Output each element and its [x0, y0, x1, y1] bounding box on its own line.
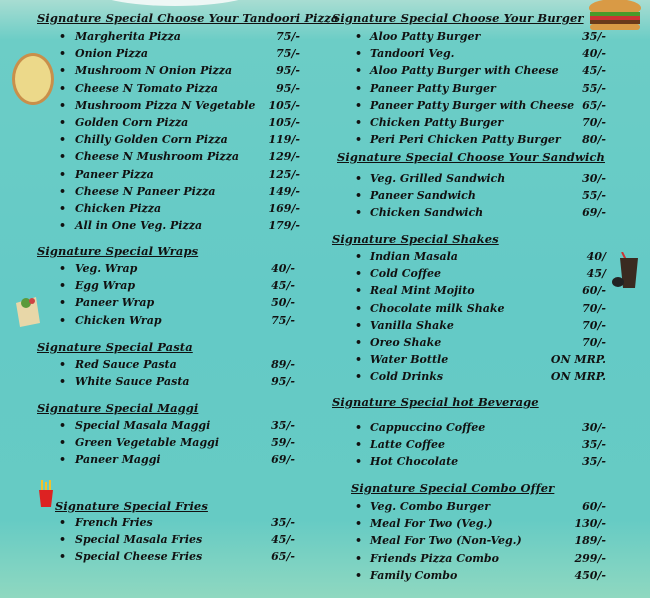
item-price: 95/-: [276, 81, 300, 95]
item-price: 149/-: [268, 184, 300, 198]
bullet-icon: •: [355, 284, 363, 298]
item-price: 105/-: [268, 98, 300, 112]
menu-item: [332, 64, 606, 81]
menu-item: [37, 375, 295, 392]
item-price: 69/-: [271, 453, 295, 467]
item-name: Veg. Wrap: [75, 262, 138, 275]
item-name: Paneer Patty Burger: [370, 81, 496, 95]
menu-item: [37, 150, 300, 167]
menu-item: [332, 189, 606, 206]
item-name: Veg. Combo Burger: [370, 500, 491, 513]
menu-item: [37, 30, 300, 47]
bullet-icon: •: [59, 516, 67, 529]
item-price: 35/-: [582, 30, 606, 43]
section-heading: Signature Special Choose Your Tandoori Pizza: [37, 11, 339, 25]
item-price: 105/-: [268, 115, 300, 129]
item-name: All in One Veg. Pizza: [75, 219, 203, 233]
menu-item: [332, 319, 606, 336]
menu-item: [332, 99, 606, 116]
bullet-icon: •: [59, 358, 67, 371]
bullet-icon: •: [59, 30, 67, 43]
item-price: 95/-: [271, 375, 295, 389]
menu-item: [332, 336, 606, 353]
menu-item: [332, 30, 606, 47]
bullet-icon: •: [59, 533, 67, 547]
item-name: Friends Pizza Combo: [370, 551, 499, 565]
item-name: Water Bottle: [370, 353, 449, 367]
item-name: Cold Drinks: [370, 370, 444, 384]
menu-section-shakes: [332, 232, 606, 388]
decorative-shape: [90, 0, 260, 6]
item-price: 125/-: [268, 167, 300, 181]
bullet-icon: •: [59, 201, 67, 215]
bullet-icon: •: [59, 150, 67, 164]
item-price: 45/-: [582, 64, 606, 78]
item-price: ON MRP.: [550, 370, 606, 384]
item-name: Peri Peri Chicken Patty Burger: [370, 133, 561, 147]
menu-item: [37, 279, 295, 296]
item-price: 65/-: [582, 98, 606, 112]
menu-item: [332, 353, 606, 370]
menu-item: [332, 302, 606, 319]
bullet-icon: •: [59, 262, 67, 275]
bullet-icon: •: [59, 47, 67, 61]
item-price: 40/-: [582, 47, 606, 61]
bullet-icon: •: [355, 534, 363, 548]
item-price: 75/-: [276, 47, 300, 61]
item-price: 35/-: [271, 516, 295, 529]
item-name: Indian Masala: [370, 250, 458, 263]
item-name: Margherita Pizza: [75, 30, 181, 43]
item-price: 450/-: [574, 568, 606, 582]
menu-item: [37, 116, 300, 133]
menu-section-sandwich: [337, 150, 606, 224]
section-heading: Signature Special Choose Your Sandwich: [337, 150, 605, 164]
bullet-icon: •: [355, 250, 363, 263]
bullet-icon: •: [59, 375, 67, 389]
item-name: Cold Coffee: [370, 267, 441, 281]
menu-item: [332, 47, 606, 64]
bullet-icon: •: [355, 568, 363, 582]
menu-item: [332, 534, 606, 551]
item-price: 55/-: [582, 189, 606, 203]
item-name: Aloo Patty Burger: [370, 30, 481, 43]
item-name: Golden Corn Pizza: [75, 115, 189, 129]
menu-item: [332, 284, 606, 301]
section-heading: Signature Special Maggi: [37, 401, 199, 415]
section-heading: Signature Special Shakes: [332, 232, 499, 246]
item-price: 70/-: [582, 335, 606, 349]
item-price: 30/-: [582, 172, 606, 185]
menu-item: [332, 552, 606, 569]
menu-item: [332, 370, 606, 387]
section-heading: Signature Special Choose Your Burger: [332, 11, 584, 25]
bullet-icon: •: [355, 301, 363, 315]
item-name: Latte Coffee: [370, 438, 446, 452]
menu-item: [37, 99, 300, 116]
menu-item: [332, 455, 606, 472]
bullet-icon: •: [59, 296, 67, 310]
item-name: Cheese N Mushroom Pizza: [75, 150, 240, 164]
menu-item: [37, 419, 295, 436]
item-name: Vanilla Shake: [370, 318, 454, 332]
item-name: Paneer Patty Burger with Cheese: [370, 98, 575, 112]
item-price: 35/-: [582, 438, 606, 452]
bullet-icon: •: [355, 370, 363, 384]
item-price: 95/-: [276, 64, 300, 78]
menu-section-combo: [351, 481, 606, 586]
bullet-icon: •: [355, 206, 363, 220]
item-price: 40/-: [271, 262, 295, 275]
menu-item: [37, 133, 300, 150]
item-name: Cheese N Paneer Pizza: [75, 184, 216, 198]
item-name: Real Mint Mojito: [370, 284, 475, 298]
item-name: Onion Pizza: [75, 47, 148, 61]
section-heading: Signature Special Fries: [55, 499, 208, 513]
item-price: 70/-: [582, 318, 606, 332]
menu-item: [332, 267, 606, 284]
bullet-icon: •: [355, 267, 363, 281]
item-name: Meal For Two (Non-Veg.): [370, 534, 522, 548]
menu-item: [37, 314, 295, 331]
menu-item: [37, 219, 300, 236]
bullet-icon: •: [355, 115, 363, 129]
item-name: Chicken Pizza: [75, 201, 162, 215]
menu-item: [332, 517, 606, 534]
bullet-icon: •: [355, 64, 363, 78]
section-heading: Signature Special Pasta: [37, 340, 193, 354]
menu-section-hot: [332, 395, 606, 473]
item-name: Special Masala Maggi: [75, 419, 211, 432]
item-name: Chicken Sandwich: [370, 206, 484, 220]
bullet-icon: •: [59, 453, 67, 467]
item-name: Tandoori Veg.: [370, 47, 455, 61]
item-name: Oreo Shake: [370, 335, 442, 349]
item-price: 50/-: [271, 296, 295, 310]
item-price: 129/-: [268, 150, 300, 164]
item-name: Veg. Grilled Sandwich: [370, 172, 506, 185]
item-name: Paneer Maggi: [75, 453, 161, 467]
item-price: 59/-: [271, 436, 295, 450]
menu-section-fries: [55, 499, 295, 568]
item-name: Special Masala Fries: [75, 533, 203, 547]
bullet-icon: •: [355, 500, 363, 513]
bullet-icon: •: [355, 353, 363, 367]
item-price: ON MRP.: [550, 353, 606, 367]
menu-item: [37, 516, 295, 533]
item-price: 70/-: [582, 301, 606, 315]
bullet-icon: •: [59, 98, 67, 112]
bullet-icon: •: [59, 219, 67, 233]
item-price: 30/-: [582, 421, 606, 434]
bullet-icon: •: [59, 279, 67, 293]
item-name: White Sauce Pasta: [75, 375, 190, 389]
item-name: Aloo Patty Burger with Cheese: [370, 64, 559, 78]
menu-item: [332, 438, 606, 455]
item-name: Cappuccino Coffee: [370, 421, 486, 434]
item-price: 75/-: [271, 313, 295, 327]
menu-item: [37, 436, 295, 453]
item-price: 35/-: [582, 455, 606, 469]
item-price: 119/-: [268, 133, 300, 147]
menu-item: [332, 206, 606, 223]
menu-item: [37, 185, 300, 202]
item-name: Egg Wrap: [75, 279, 136, 293]
menu-item: [332, 172, 606, 189]
menu-section-pasta: [37, 340, 295, 392]
menu-item: [37, 82, 300, 99]
bullet-icon: •: [59, 436, 67, 450]
menu-item: [37, 453, 295, 470]
item-name: Paneer Wrap: [75, 296, 155, 310]
item-price: 70/-: [582, 115, 606, 129]
bullet-icon: •: [59, 184, 67, 198]
bullet-icon: •: [355, 47, 363, 61]
item-name: Meal For Two (Veg.): [370, 517, 493, 531]
item-name: Chicken Wrap: [75, 313, 162, 327]
item-price: 89/-: [271, 358, 295, 371]
bullet-icon: •: [355, 133, 363, 147]
bullet-icon: •: [355, 189, 363, 203]
menu-item: [37, 47, 300, 64]
item-name: Special Cheese Fries: [75, 550, 203, 564]
item-name: Mushroom Pizza N Vegetable: [75, 98, 256, 112]
menu-item: [37, 262, 295, 279]
item-name: Chilly Golden Corn Pizza: [75, 133, 228, 147]
menu-section-pizza: [37, 11, 339, 236]
item-name: Hot Chocolate: [370, 455, 459, 469]
item-price: 69/-: [582, 206, 606, 220]
menu-item: [37, 550, 295, 567]
menu-item: [37, 64, 300, 81]
menu-item: [332, 133, 606, 150]
item-price: 179/-: [268, 219, 300, 233]
bullet-icon: •: [355, 551, 363, 565]
item-price: 169/-: [268, 201, 300, 215]
bullet-icon: •: [59, 64, 67, 78]
item-price: 60/-: [582, 284, 606, 298]
item-price: 189/-: [574, 534, 606, 548]
menu-item: [37, 168, 300, 185]
menu-item: [37, 296, 295, 313]
item-name: Mushroom N Onion Pizza: [75, 64, 233, 78]
item-name: Paneer Pizza: [75, 167, 154, 181]
bullet-icon: •: [355, 517, 363, 531]
section-heading: Signature Special Combo Offer: [351, 481, 555, 495]
item-name: Family Combo: [370, 568, 458, 582]
bullet-icon: •: [59, 133, 67, 147]
item-price: 45/-: [271, 533, 295, 547]
bullet-icon: •: [59, 419, 67, 432]
menu-section-wraps: [37, 244, 295, 331]
bullet-icon: •: [355, 30, 363, 43]
menu-item: [332, 250, 606, 267]
bullet-icon: •: [355, 455, 363, 469]
menu-item: [332, 116, 606, 133]
bullet-icon: •: [355, 421, 363, 434]
section-heading: Signature Special Wraps: [37, 244, 199, 258]
bullet-icon: •: [355, 172, 363, 185]
bullet-icon: •: [355, 81, 363, 95]
item-price: 60/-: [582, 500, 606, 513]
menu-item: [37, 202, 300, 219]
bullet-icon: •: [355, 438, 363, 452]
item-price: 80/-: [582, 133, 606, 147]
menu-item: [332, 500, 606, 517]
menu-section-maggi: [37, 401, 295, 471]
item-price: 130/-: [574, 517, 606, 531]
menu-item: [332, 569, 606, 586]
item-name: Chocolate milk Shake: [370, 301, 505, 315]
item-name: French Fries: [75, 516, 153, 529]
item-price: 75/-: [276, 30, 300, 43]
bullet-icon: •: [59, 550, 67, 564]
bullet-icon: •: [355, 318, 363, 332]
item-price: 65/-: [271, 550, 295, 564]
item-name: Cheese N Tomato Pizza: [75, 81, 218, 95]
bullet-icon: •: [59, 115, 67, 129]
menu-item: [332, 421, 606, 438]
section-heading: Signature Special hot Beverage: [332, 395, 539, 409]
item-name: Chicken Patty Burger: [370, 115, 504, 129]
bullet-icon: •: [355, 98, 363, 112]
item-price: 45/: [586, 267, 606, 281]
menu-item: [332, 82, 606, 99]
item-name: Green Vegetable Maggi: [75, 436, 219, 450]
item-price: 299/-: [574, 551, 606, 565]
item-price: 45/-: [271, 279, 295, 293]
item-name: Red Sauce Pasta: [75, 358, 177, 371]
bullet-icon: •: [59, 313, 67, 327]
bullet-icon: •: [59, 81, 67, 95]
item-price: 40/: [586, 250, 606, 263]
menu-item: [37, 358, 295, 375]
menu-item: [37, 533, 295, 550]
shake-image: [612, 252, 640, 290]
bullet-icon: •: [355, 335, 363, 349]
item-name: Paneer Sandwich: [370, 189, 476, 203]
bullet-icon: •: [59, 167, 67, 181]
item-price: 35/-: [271, 419, 295, 432]
menu-section-burger: [332, 11, 606, 150]
fries-image: [37, 480, 55, 508]
item-price: 55/-: [582, 81, 606, 95]
